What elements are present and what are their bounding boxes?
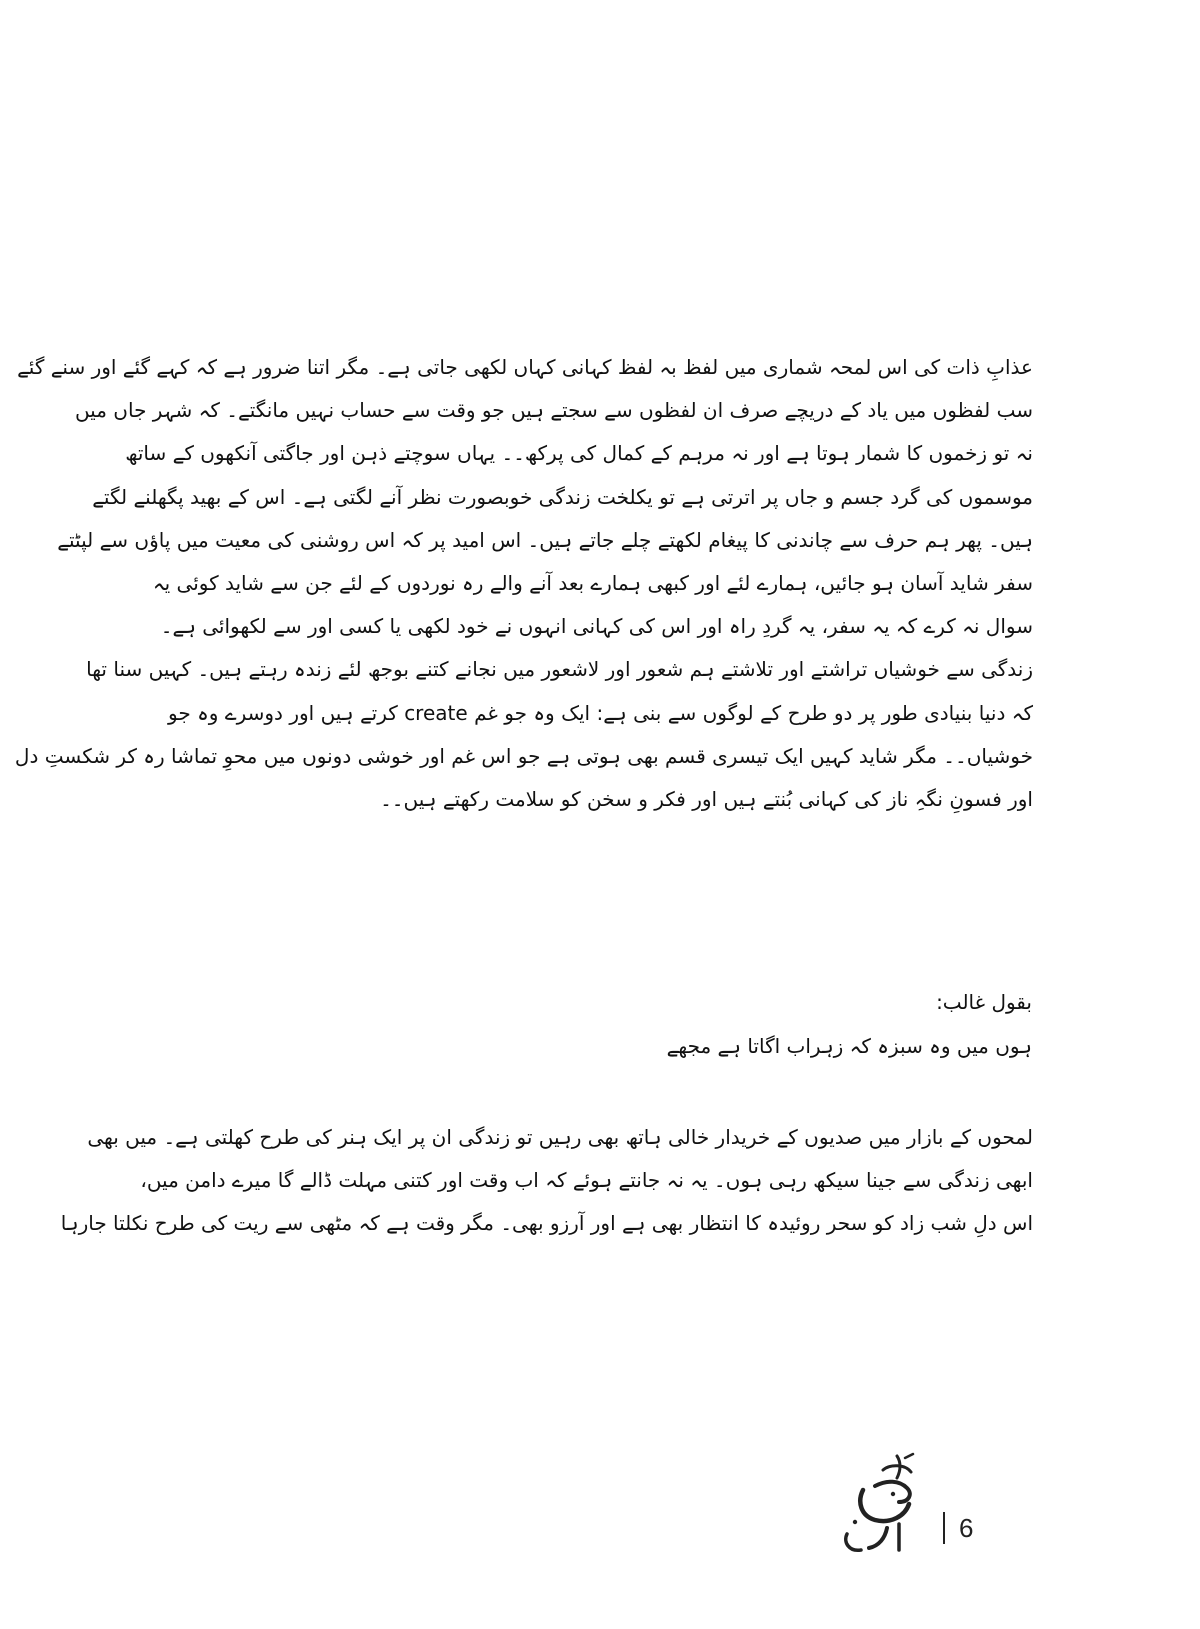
- footer-divider: [943, 1512, 945, 1544]
- paragraph-1-line: زندگی سے خوشیاں تراشتے اور تلاشتے ہم شعور اور لاشعور میں نجانے کتنے بوجھ لئے زندہ رہتے ہیں۔ کہیں سنا تھا: [86, 657, 1033, 682]
- paragraph-2-line: اس دلِ شب زاد کو سحر روئیدہ کا انتظار بھی ہے اور آرزو بھی۔ مگر وقت ہے کہ مٹھی سے ریت کی طرح نکلتا جارہا: [60, 1211, 1033, 1235]
- page-footer: [835, 1450, 995, 1560]
- quote-verse: ہوں میں وہ سبزہ کہ زہراب اگاتا ہے مجھے: [666, 1034, 1032, 1058]
- paragraph-1-line: خوشیاں۔۔ مگر شاید کہیں ایک تیسری قسم بھی ہوتی ہے جو اس غم اور خوشی دونوں میں محوِ تماشا رہ کر شکستِ دل: [14, 743, 1033, 768]
- quote-intro: بقول غالب:: [936, 990, 1032, 1014]
- paragraph-1-line: موسموں کی گرد جسم و جاں پر اترتی ہے تو یکلخت زندگی خوبصورت نظر آنے لگتی ہے۔ اس کے بھید پگھلنے لگتے: [92, 484, 1033, 509]
- paragraph-2: [60, 1125, 1033, 1254]
- calligraphy-logo: [835, 1450, 935, 1560]
- paragraph-2-line: لمحوں کے بازار میں صدیوں کے خریدار خالی ہاتھ بھی رہیں تو زندگی ان پر ایک ہنر کی طرح کھلتی ہے۔ میں بھی: [87, 1125, 1033, 1149]
- paragraph-2-line: ابھی زندگی سے جینا سیکھ رہی ہوں۔ یہ نہ جانتے ہوئے کہ اب وقت اور کتنی مہلت ڈالے گا میرے دامن میں،: [140, 1168, 1033, 1192]
- paragraph-1-line: کہ دنیا بنیادی طور پر دو طرح کے لوگوں سے بنی ہے: ایک وہ جو غم create کرتے ہیں اور دوسرے وہ جو: [168, 700, 1033, 725]
- paragraph-1: [14, 355, 1033, 830]
- paragraph-1-line: سوال نہ کرے کہ یہ سفر، یہ گردِ راہ اور اس کی کہانی انہوں نے خود لکھی یا کسی اور سے لکھوائی ہے۔: [160, 614, 1033, 639]
- paragraph-1-line: نہ تو زخموں کا شمار ہوتا ہے اور نہ مرہم کے کمال کی پرکھ۔۔ یہاں سوچتے ذہن اور جاگتی آنکھوں کے ساتھ: [125, 441, 1033, 466]
- paragraph-1-line: سفر شاید آسان ہو جائیں، ہمارے لئے اور کبھی ہمارے بعد آنے والے رہ نوردوں کے لئے جن سے شاید کوئی یہ: [152, 570, 1033, 595]
- logo-text: اک سخن اور: [885, 1558, 891, 1559]
- page-number: 6: [959, 1513, 974, 1543]
- paragraph-1-line: ہیں۔ پھر ہم حرف سے چاندنی کا پیغام لکھتے چلے جاتے ہیں۔ اس امید پر کہ اس روشنی کی معیت میں پاؤں سے لپٹتے: [57, 527, 1033, 552]
- paragraph-1-line: سب لفظوں میں یاد کے دریچے صرف ان لفظوں سے سجتے ہیں جو وقت سے حساب نہیں مانگتے۔ کہ شہر جاں میں: [74, 398, 1033, 423]
- paragraph-1-line: عذابِ ذات کی اس لمحہ شماری میں لفظ بہ لفظ کہانی کہاں لکھی جاتی ہے۔ مگر اتنا ضرور ہے کہ کہے گئے اور سنے گئے: [17, 355, 1033, 379]
- paragraph-1-line: اور فسونِ نگہِ ناز کی کہانی بُنتے ہیں اور فکر و سخن کو سلامت رکھتے ہیں۔۔: [380, 786, 1033, 811]
